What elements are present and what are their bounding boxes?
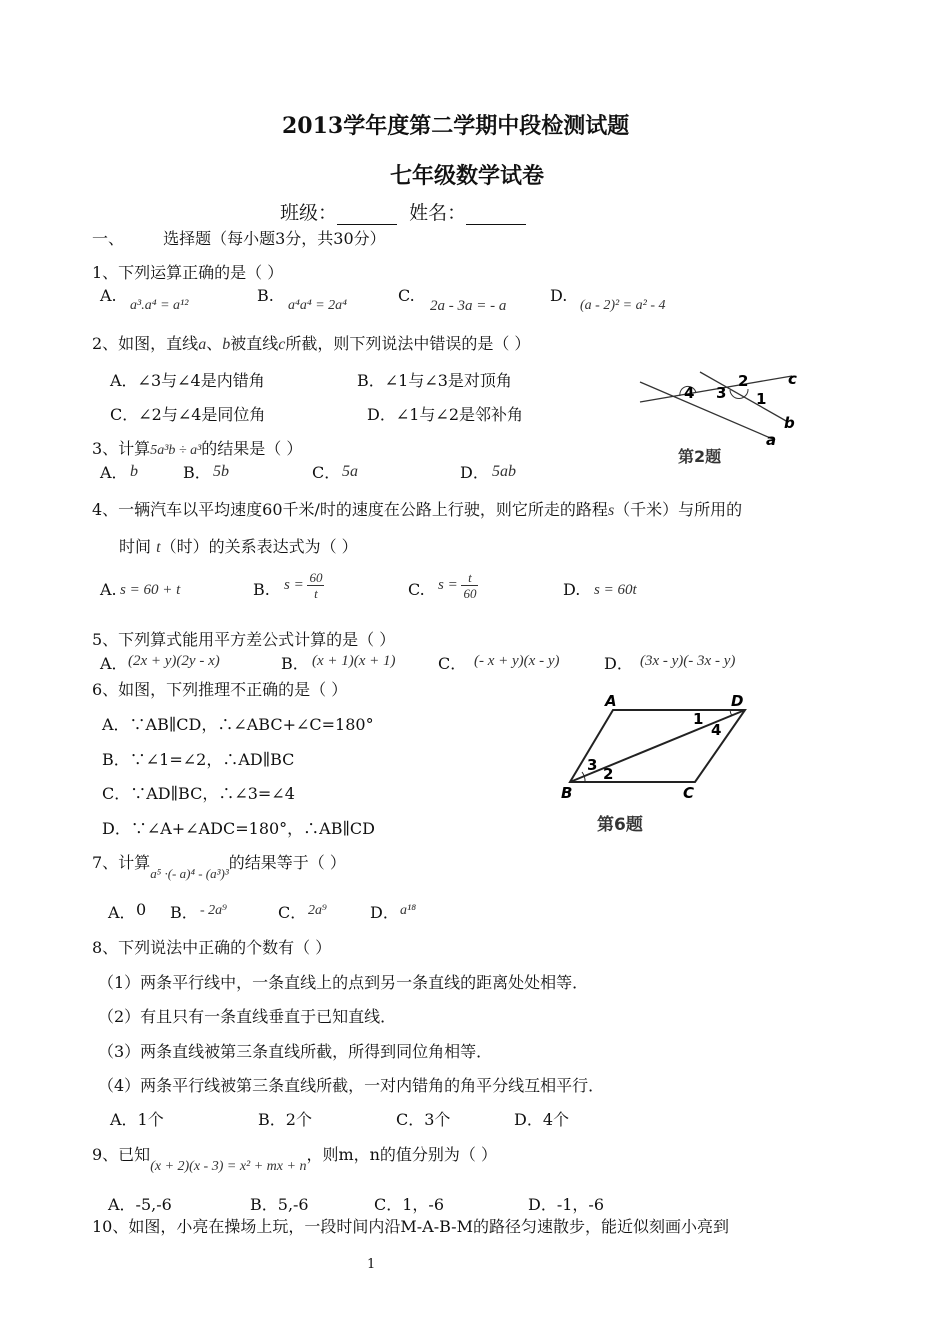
q8-statement-2: （2）有且只有一条直线垂直于已知直线． bbox=[98, 1007, 397, 1026]
q8-statement-4: （4）两条平行线被第三条直线所截，一对内错角的角平分线互相平行． bbox=[98, 1076, 605, 1095]
q3-b-label: B． bbox=[183, 463, 211, 482]
q3-a-label: A． bbox=[100, 463, 128, 482]
page-title: 2013学年度第二学期中段检测试题 bbox=[282, 113, 630, 139]
q6-label-2: 2 bbox=[603, 765, 614, 783]
q1-d-label: D. bbox=[550, 286, 568, 305]
page-number: 1 bbox=[367, 1257, 376, 1272]
student-info bbox=[280, 198, 526, 225]
q5-d-label: D． bbox=[604, 654, 633, 673]
q5-option-d: (3x - y)(- 3x - y) bbox=[640, 653, 736, 669]
q3-expression: 5a³b ÷ a³ bbox=[150, 443, 202, 458]
q9-option-c: C．1，-6 bbox=[374, 1195, 445, 1214]
q7-expression: a⁵ ·(- a)⁴ - (a³)³ bbox=[150, 866, 229, 881]
q9-expression: (x + 2)(x - 3) = x² + mx + n bbox=[150, 1159, 307, 1174]
q4-option-c: s = $\frac{t}{60}$ bbox=[438, 570, 477, 601]
q8-stem: 8、下列说法中正确的个数有（ ） bbox=[92, 938, 332, 957]
q9-option-b: B．5,-6 bbox=[250, 1195, 309, 1214]
name-label: 姓名： bbox=[409, 202, 467, 224]
q6-parallelogram bbox=[555, 690, 765, 810]
q9-option-d: D．-1，-6 bbox=[528, 1195, 605, 1214]
q4-var-t: t bbox=[156, 539, 161, 556]
q3-d-label: D． bbox=[460, 463, 489, 482]
q3-stem: 3、计算5a³b ÷ a³的结果是（ ） bbox=[92, 439, 303, 458]
q6-option-d: D．∵∠A+∠ADC=180°，∴AB∥CD bbox=[102, 819, 375, 838]
q5-option-c: (- x + y)(x - y) bbox=[474, 653, 560, 669]
q7-d-label: D． bbox=[370, 903, 399, 922]
q2-option-a: A．∠3与∠4是内错角 bbox=[110, 371, 265, 390]
q5-option-a: (2x + y)(2y - x) bbox=[128, 653, 220, 669]
q5-option-b: (x + 1)(x + 1) bbox=[312, 653, 396, 669]
q6-label-C: C bbox=[683, 784, 695, 802]
q2-option-d: D．∠1与∠2是邻补角 bbox=[367, 405, 524, 424]
q1-option-a: a³.a⁴ = a¹² bbox=[130, 298, 189, 313]
q6-label-1: 1 bbox=[693, 710, 704, 728]
q2-option-b: B．∠1与∠3是对顶角 bbox=[357, 371, 512, 390]
q1-option-d: (a - 2)² = a² - 4 bbox=[580, 298, 666, 313]
q8-option-c: C．3个 bbox=[396, 1110, 451, 1129]
q4-option-a: s = 60 + t bbox=[120, 582, 181, 598]
section-number: 一、 bbox=[92, 229, 125, 248]
q2-figure bbox=[630, 362, 810, 472]
page-subtitle: 七年级数学试卷 bbox=[390, 163, 545, 189]
q3-option-b: 5b bbox=[213, 463, 229, 480]
section-title: 选择题（每小题3分，共30分） bbox=[163, 229, 386, 248]
name-blank bbox=[466, 208, 526, 225]
q2-figure-caption: 第2题 bbox=[678, 447, 722, 466]
q8-option-b: B．2个 bbox=[258, 1110, 312, 1129]
q9-option-a: A．-5,-6 bbox=[108, 1195, 172, 1214]
q4-stem-line2: 时间 t（时）的关系表达式为（ ） bbox=[119, 537, 358, 556]
q6-option-a: A．∵AB∥CD，∴∠ABC+∠C=180° bbox=[102, 715, 374, 734]
q2-var-a: a bbox=[198, 336, 207, 353]
q6-label-D: D bbox=[731, 692, 744, 710]
q7-stem: 7、计算$_{a^5 \cdot(- a)^4 - (a^3)^3}$的结果等于（ ） bbox=[92, 853, 346, 881]
q8-statement-1: （1）两条平行线中，一条直线上的点到另一条直线的距离处处相等． bbox=[98, 973, 589, 992]
q4-var-s: s bbox=[607, 502, 615, 519]
q7-option-a: 0 bbox=[136, 900, 147, 919]
q3-c-label: C． bbox=[312, 463, 341, 482]
q1-a-label: A. bbox=[100, 286, 117, 305]
q4-c-fraction: $\frac{t}{60}$ bbox=[463, 570, 477, 601]
q6-label-B: B bbox=[561, 784, 573, 802]
q6-label-3: 3 bbox=[587, 756, 598, 774]
q7-c-label: C． bbox=[278, 903, 307, 922]
q4-stem: 4、一辆汽车以平均速度60千米/时的速度在公路上行驶，则它所走的路程s（千米）与所用的 bbox=[92, 500, 743, 519]
section-heading bbox=[92, 226, 386, 249]
q5-stem: 5、下列算式能用平方差公式计算的是（ ） bbox=[92, 630, 396, 649]
q6-figure-caption: 第6题 bbox=[597, 815, 643, 835]
q9-stem: 9、已知(x + 2)(x - 3) = x² + mx + n，则m，n的值分别为（ ） bbox=[92, 1145, 498, 1174]
q2-label-1: 1 bbox=[756, 390, 767, 408]
q6-figure bbox=[555, 690, 765, 835]
q4-option-b: s = $\frac{60}{t}$ bbox=[284, 570, 323, 601]
q1-option-b: a⁴a⁴ = 2a⁴ bbox=[288, 298, 348, 313]
q3-option-a: b bbox=[130, 463, 138, 480]
q6-stem: 6、如图，下列推理不正确的是（ ） bbox=[92, 680, 348, 699]
q3-option-c: 5a bbox=[342, 463, 358, 480]
q8-statement-3: （3）两条直线被第三条直线所截，所得到同位角相等． bbox=[98, 1042, 493, 1061]
q7-a-label: A． bbox=[108, 903, 136, 922]
q1-b-label: B. bbox=[257, 286, 274, 305]
q6-label-4: 4 bbox=[711, 721, 722, 739]
q1-c-label: C. bbox=[398, 286, 415, 305]
q6-option-c: C．∵AD∥BC，∴∠3=∠4 bbox=[102, 784, 295, 803]
q4-c-label: C. bbox=[408, 580, 425, 599]
q8-option-a: A．1个 bbox=[110, 1110, 164, 1129]
q7-option-c: 2a⁹ bbox=[308, 903, 327, 918]
q3-option-d: 5ab bbox=[492, 463, 516, 480]
q7-option-d: a¹⁸ bbox=[400, 903, 417, 918]
q2-label-b: b bbox=[784, 414, 795, 432]
q7-b-label: B． bbox=[170, 903, 198, 922]
q1-stem: 1、下列运算正确的是（ ） bbox=[92, 263, 284, 282]
q4-d-label: D. bbox=[563, 580, 581, 599]
class-blank bbox=[337, 208, 397, 225]
q5-a-label: A． bbox=[100, 654, 128, 673]
q4-a-label: A. bbox=[100, 580, 117, 599]
q5-b-label: B． bbox=[281, 654, 309, 673]
q8-option-d: D．4个 bbox=[514, 1110, 570, 1129]
q7-option-b: - 2a⁹ bbox=[200, 903, 228, 918]
q2-label-3: 3 bbox=[716, 384, 727, 402]
q4-b-label: B. bbox=[253, 580, 270, 599]
q2-var-c: c bbox=[278, 336, 286, 353]
class-label: 班级： bbox=[280, 202, 338, 224]
q5-c-label: C． bbox=[438, 654, 467, 673]
q2-option-c: C．∠2与∠4是同位角 bbox=[110, 405, 266, 424]
q2-label-a: a bbox=[766, 431, 777, 449]
q2-label-c: c bbox=[788, 370, 797, 388]
q4-b-fraction: $\frac{60}{t}$ bbox=[309, 570, 323, 601]
q1-option-c: 2a - 3a = - a bbox=[430, 298, 507, 314]
q6-option-b: B．∵∠1=∠2，∴AD∥BC bbox=[102, 750, 295, 769]
q10-stem: 10、如图，小亮在操场上玩，一段时间内沿M-A-B-M的路径匀速散步，能近似刻画小亮到 bbox=[92, 1217, 729, 1236]
q4-option-d: s = 60t bbox=[594, 582, 637, 598]
q2-var-b: b bbox=[222, 336, 231, 353]
q2-label-2: 2 bbox=[738, 372, 749, 390]
q6-label-A: A bbox=[605, 692, 617, 710]
q2-stem: 2、如图，直线a、b被直线c所截，则下列说法中错误的是（ ） bbox=[92, 334, 531, 353]
q2-label-4: 4 bbox=[684, 384, 695, 402]
